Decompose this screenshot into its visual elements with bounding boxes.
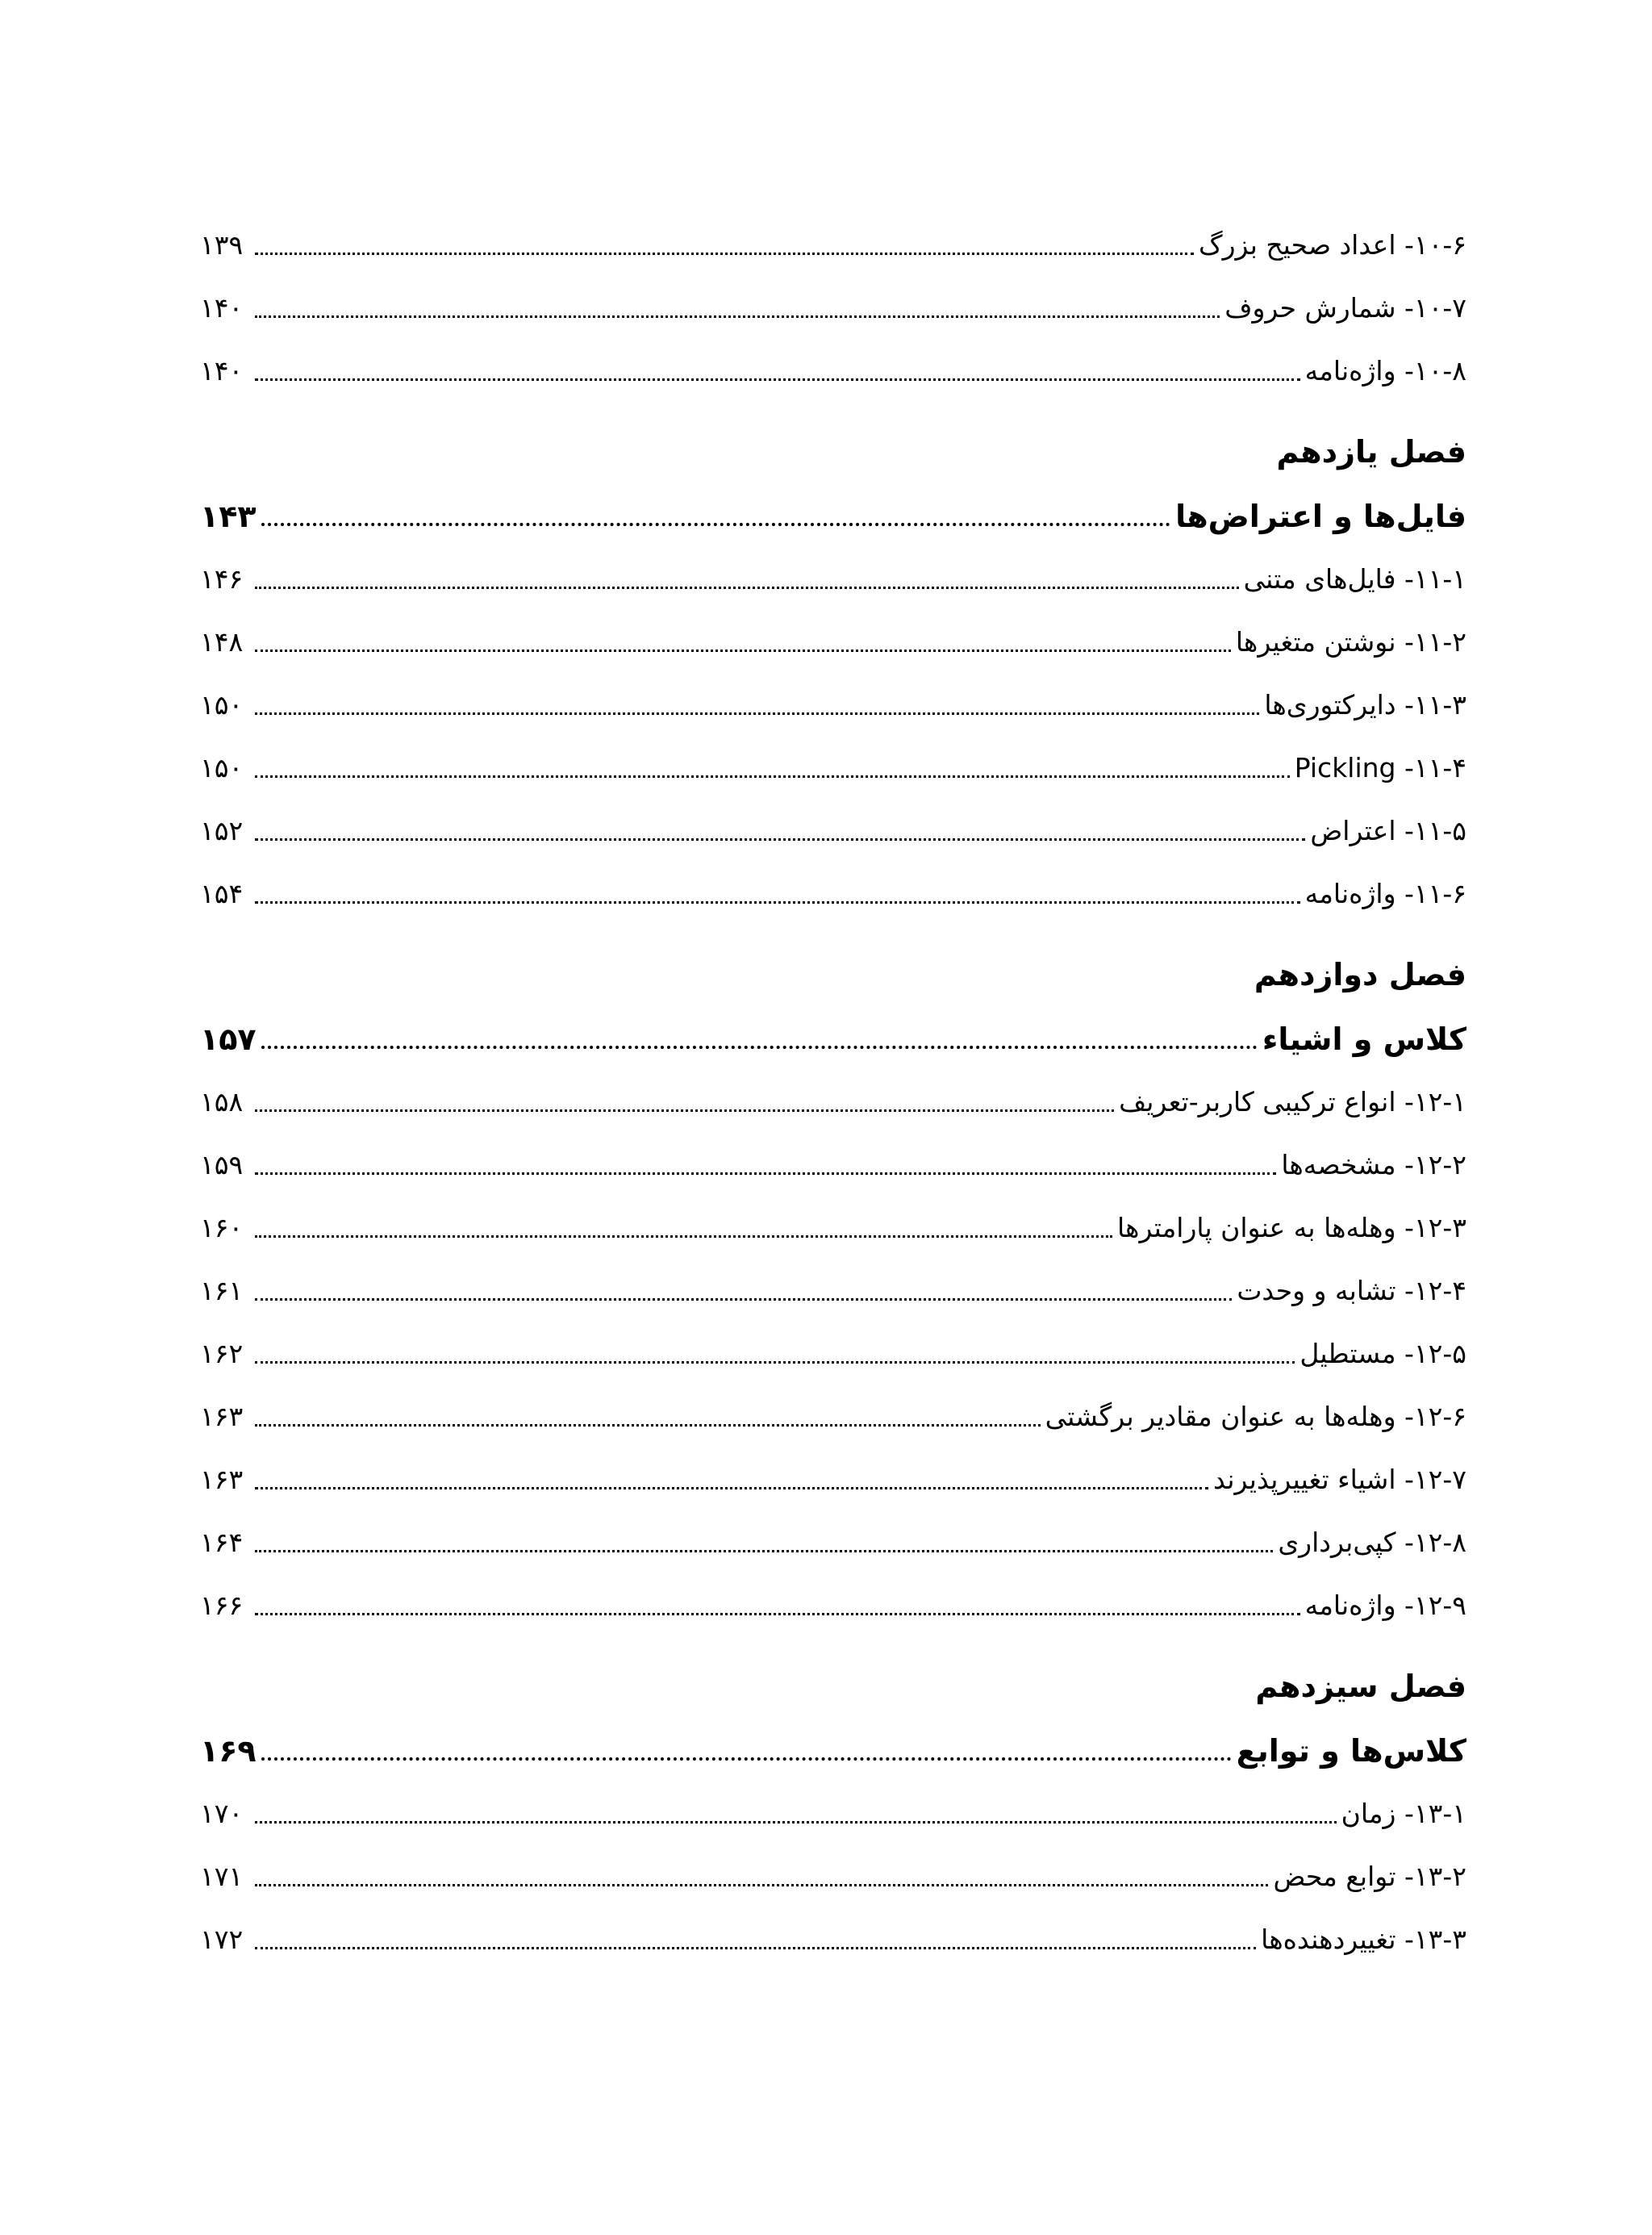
dot-leader [261,1046,1258,1049]
toc-entry-page: ۱۷۲ [200,1924,244,1955]
toc-entry [200,1193,1466,1255]
chapter-title-entry [200,1002,1466,1067]
dot-leader [255,775,1290,778]
chapter-title-label: کلاس و اشیاء [1262,1021,1466,1057]
toc-entry-label: ۱۲-۳- وهله‌ها به عنوان پارامترها [1117,1212,1466,1243]
toc-entry [200,544,1466,607]
toc-entry-label: ۱۱-۳- دایرکتوری‌ها [1264,689,1466,721]
dot-leader [255,1821,1337,1824]
chapter-heading: فصل دوازدهم [1254,957,1466,992]
toc-entry-page: ۱۵۰ [200,689,244,721]
toc-entry [200,1444,1466,1507]
toc-entry-page: ۱۷۱ [200,1861,244,1892]
chapter-title-label: کلاس‌ها و توابع [1236,1733,1466,1769]
dot-leader [255,1613,1300,1615]
dot-leader [261,523,1170,526]
toc-entry [200,1507,1466,1570]
dot-leader [255,1487,1208,1489]
toc-entry [200,1904,1466,1967]
toc-entry [200,733,1466,796]
toc-entry-page: ۱۶۰ [200,1212,244,1243]
toc-entry-label: ۱۳-۲- توابع محض [1273,1861,1466,1892]
toc-entry-label: ۱۱-۶- واژه‌نامه [1304,878,1466,909]
toc-entry [200,1130,1466,1193]
toc-entry-page: ۱۵۰ [200,752,244,783]
toc-entry-page: ۱۳۹ [200,229,244,261]
dot-leader [255,1884,1268,1886]
table-of-contents [200,210,1466,1967]
toc-entry [200,210,1466,273]
toc-entry-page: ۱۵۲ [200,815,244,846]
toc-entry [200,607,1466,670]
toc-entry-label: ۱۲-۹- واژه‌نامه [1304,1590,1466,1621]
dot-leader [255,1947,1256,1949]
toc-entry-label: ۱۳-۳- تغییردهنده‌ها [1261,1924,1466,1955]
toc-entry [200,1778,1466,1841]
toc-entry [200,336,1466,399]
toc-entry-label: ۱۰-۷- شمارش حروف [1224,292,1466,324]
dot-leader [255,1235,1112,1238]
toc-entry-label: ۱۱-۲- نوشتن متغیرها [1235,626,1466,658]
toc-entry-page: ۱۷۰ [200,1798,244,1829]
dot-leader [255,1109,1114,1112]
toc-entry-label: ۱۲-۵- مستطیل [1299,1338,1466,1369]
chapter-title-page: ۱۶۹ [200,1733,257,1769]
toc-entry-label: ۱۱-۱- فایل‌های متنی [1243,563,1466,595]
toc-entry-label: ۱۰-۸- واژه‌نامه [1304,355,1466,386]
chapter-title-page: ۱۴۳ [200,499,257,534]
toc-entry-label: ۱۲-۱- انواع ترکیبی کاربر-تعریف [1119,1086,1466,1118]
toc-entry [200,273,1466,336]
dot-leader [255,1424,1041,1427]
toc-entry [200,796,1466,858]
toc-entry-page: ۱۶۳ [200,1401,244,1432]
toc-entry-page: ۱۵۹ [200,1149,244,1180]
toc-entry [200,1255,1466,1318]
chapter-heading: فصل سیزدهم [1255,1669,1466,1704]
toc-entry-label: ۱۲-۶- وهله‌ها به عنوان مقادیر برگشتی [1045,1401,1466,1432]
toc-entry-label: ۱۲-۲- مشخصه‌ها [1281,1149,1466,1180]
dot-leader [255,378,1300,381]
dot-leader [255,650,1231,652]
toc-entry-page: ۱۶۲ [200,1338,244,1369]
dot-leader [255,1550,1273,1552]
dot-leader [255,838,1305,841]
toc-entry [200,1570,1466,1633]
toc-entry-page: ۱۵۸ [200,1086,244,1118]
dot-leader [255,587,1239,589]
toc-entry [200,670,1466,733]
toc-entry-label: ۱۱-۴- Pickling [1294,752,1466,783]
toc-entry [200,1381,1466,1444]
chapter-title-entry [200,1714,1466,1778]
toc-entry-page: ۱۶۳ [200,1464,244,1495]
dot-leader [261,1757,1232,1761]
toc-entry-label: ۱۲-۴- تشابه و وحدت [1237,1275,1466,1306]
toc-entry-page: ۱۶۴ [200,1527,244,1558]
toc-entry-label: ۱۲-۸- کپی‌برداری [1278,1527,1466,1558]
toc-entry-label: ۱۲-۷- اشیاء تغییرپذیرند [1213,1464,1466,1495]
toc-entry [200,1067,1466,1130]
dot-leader [255,1298,1232,1301]
chapter-title-page: ۱۵۷ [200,1021,257,1057]
dot-leader [255,253,1194,255]
toc-entry [200,1841,1466,1904]
dot-leader [255,315,1220,318]
dot-leader [255,712,1259,715]
toc-entry-page: ۱۶۱ [200,1275,244,1306]
chapter-heading: فصل یازدهم [1276,434,1466,470]
toc-entry-page: ۱۴۶ [200,563,244,595]
toc-entry-page: ۱۶۶ [200,1590,244,1621]
toc-entry-label: ۱۳-۱- زمان [1341,1798,1466,1829]
chapter-title-entry [200,479,1466,544]
dot-leader [255,901,1300,904]
toc-entry-label: ۱۱-۵- اعتراض [1310,815,1466,846]
toc-entry-page: ۱۵۴ [200,878,244,909]
dot-leader [255,1361,1295,1364]
toc-entry-page: ۱۴۸ [200,626,244,658]
toc-entry-label: ۱۰-۶- اعداد صحیح بزرگ [1199,229,1466,261]
dot-leader [255,1172,1276,1175]
chapter-title-label: فایل‌ها و اعتراض‌ها [1175,499,1466,534]
toc-entry-page: ۱۴۰ [200,292,244,324]
toc-entry [200,858,1466,921]
toc-entry [200,1318,1466,1381]
toc-entry-page: ۱۴۰ [200,355,244,386]
